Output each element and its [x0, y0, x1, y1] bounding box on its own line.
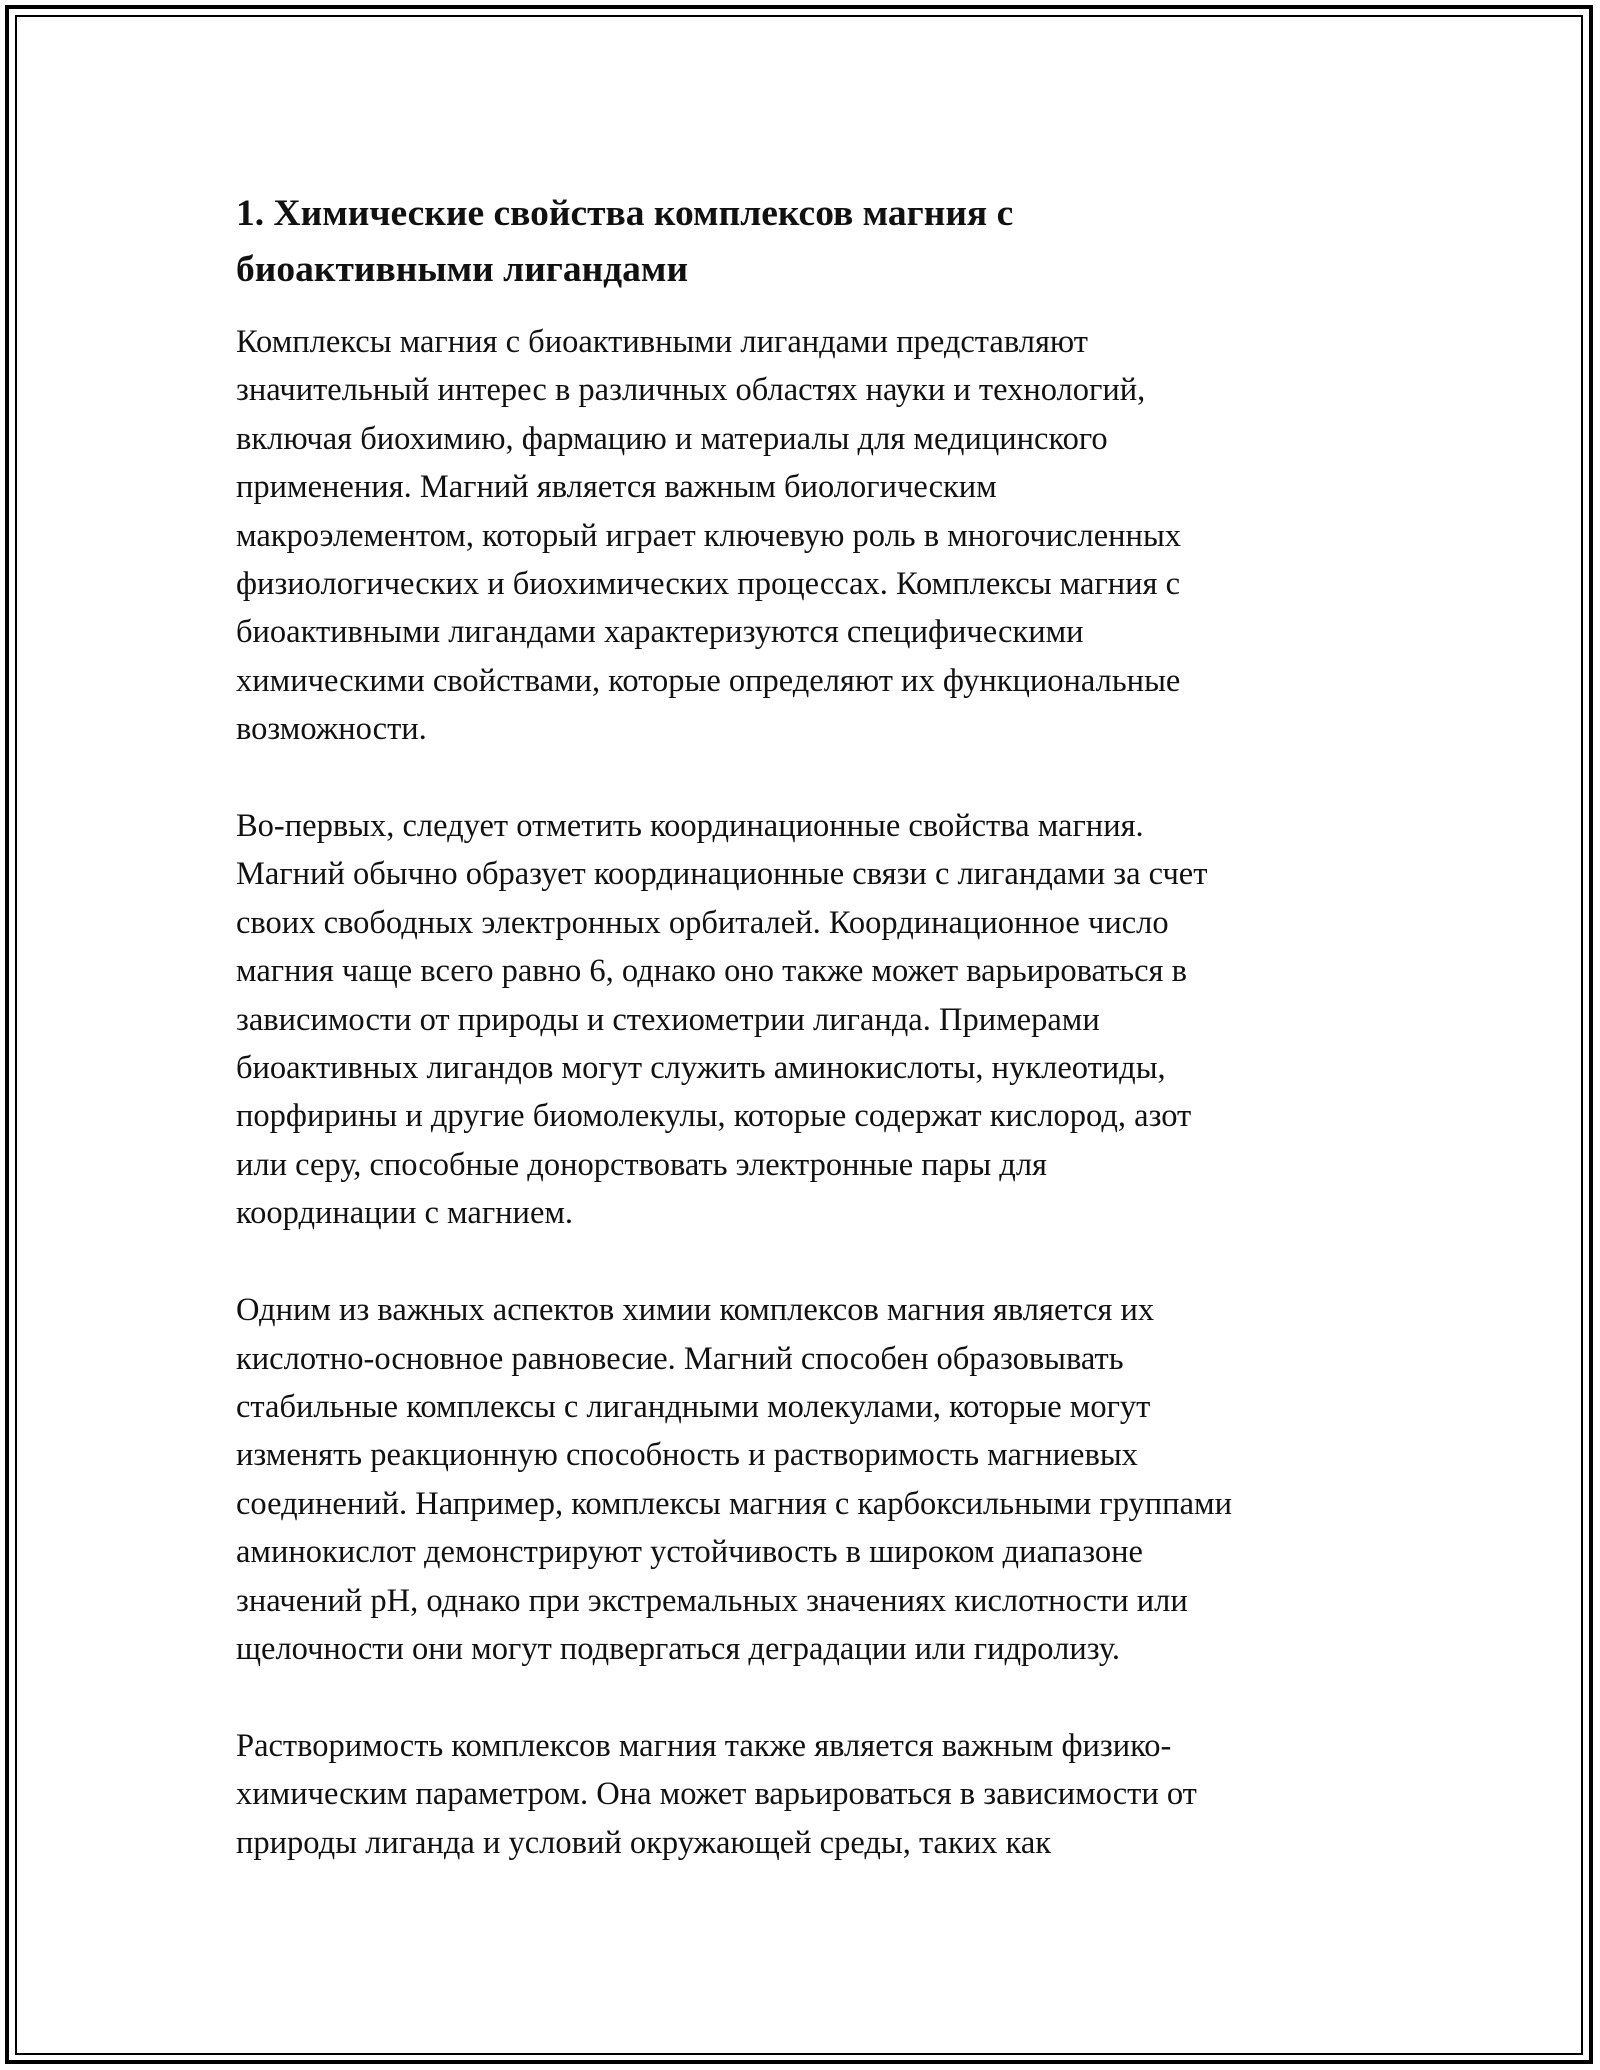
- text-line: Растворимость комплексов магния также является важным физико-: [236, 1727, 1172, 1764]
- section-heading: [236, 186, 1386, 298]
- text-line: зависимости от природы и стехиометрии лиганда. Примерами: [236, 1001, 1100, 1038]
- text-line: химическим параметром. Она может варьироваться в зависимости от: [236, 1776, 1197, 1813]
- text-line: значительный интерес в различных областях науки и технологий,: [236, 372, 1146, 409]
- text-line: щелочности они могут подвергаться деградации или гидролизу.: [236, 1630, 1120, 1667]
- document-body: [236, 186, 1386, 1867]
- text-line: биоактивных лигандов могут служить аминокислоты, нуклеотиды,: [236, 1050, 1166, 1087]
- text-line: природы лиганда и условий окружающей среды, таких как: [236, 1824, 1052, 1861]
- heading-line: 1. Химические свойства комплексов магния с: [236, 193, 1014, 234]
- text-line: химическими свойствами, которые определяют их функциональные: [236, 662, 1181, 699]
- text-line: применения. Магний является важным биологическим: [236, 469, 997, 506]
- heading-line: биоактивными лигандами: [236, 249, 689, 290]
- text-line: кислотно-основное равновесие. Магний способен образовывать: [236, 1340, 1124, 1377]
- text-line: координации с магнием.: [236, 1195, 574, 1232]
- paragraph-2: [236, 802, 1386, 1238]
- paragraph-3: [236, 1286, 1386, 1673]
- text-line: Магний обычно образует координационные связи с лигандами за счет: [236, 856, 1208, 893]
- text-line: соединений. Например, комплексы магния с карбоксильными группами: [236, 1485, 1232, 1522]
- text-line: магния чаще всего равно 6, однако оно также может варьироваться в: [236, 953, 1187, 990]
- text-line: Комплексы магния с биоактивными лигандами представляют: [236, 324, 1088, 360]
- text-line: физиологических и биохимических процессах. Комплексы магния с: [236, 566, 1181, 603]
- text-line: своих свободных электронных орбиталей. Координационное число: [236, 904, 1169, 941]
- text-line: значений pH, однако при экстремальных значениях кислотности или: [236, 1582, 1188, 1619]
- text-line: или серу, способные донорствовать электронные пары для: [236, 1146, 1048, 1183]
- text-line: биоактивными лигандами характеризуются специфическими: [236, 614, 1084, 651]
- paragraph-4: [236, 1722, 1386, 1867]
- text-line: включая биохимию, фармацию и материалы для медицинского: [236, 420, 1108, 457]
- text-line: Во-первых, следует отметить координационные свойства магния.: [236, 808, 1144, 845]
- text-line: возможности.: [236, 711, 427, 748]
- text-line: Одним из важных аспектов химии комплексов магния является их: [236, 1292, 1155, 1329]
- text-line: изменять реакционную способность и растворимость магниевых: [236, 1437, 1138, 1474]
- text-line: стабильные комплексы с лигандными молекулами, которые могут: [236, 1388, 1151, 1425]
- text-line: макроэлементом, который играет ключевую роль в многочисленных: [236, 517, 1182, 554]
- text-line: порфирины и другие биомолекулы, которые содержат кислород, азот: [236, 1098, 1192, 1135]
- text-line: аминокислот демонстрируют устойчивость в широком диапазоне: [236, 1534, 1143, 1571]
- paragraph-1: [236, 318, 1386, 754]
